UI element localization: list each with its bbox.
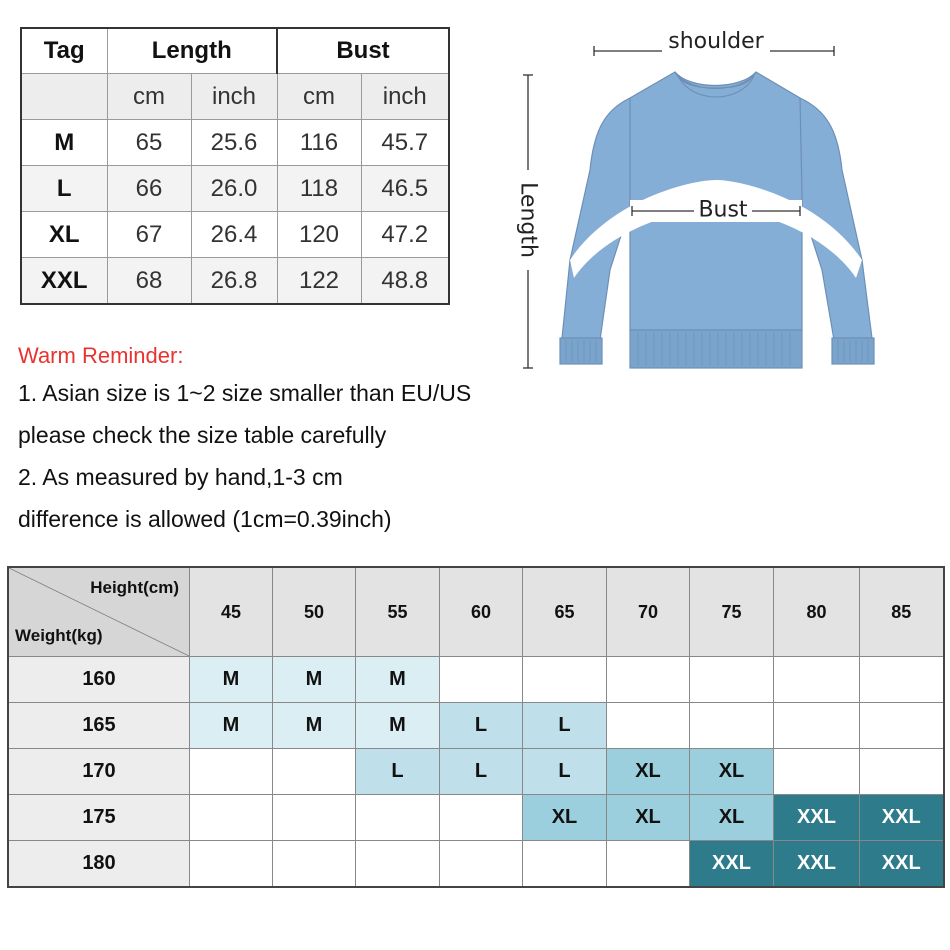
unit-length-inch: inch xyxy=(191,74,277,120)
bust-cm: 120 xyxy=(277,212,361,258)
size-cell: L xyxy=(356,749,440,795)
size-cell: M xyxy=(273,657,356,703)
bust-cm: 122 xyxy=(277,258,361,305)
fit-row xyxy=(8,795,944,841)
column-header: 50 xyxy=(273,567,356,657)
size-cell: XXL xyxy=(860,841,944,888)
shoulder-label: shoulder xyxy=(668,29,764,54)
reminder-line: 1. Asian size is 1~2 size smaller than EU/US xyxy=(18,380,472,406)
size-cell xyxy=(273,749,356,795)
bust-inch: 46.5 xyxy=(361,166,449,212)
size-cell xyxy=(607,703,690,749)
size-row-l xyxy=(21,166,449,212)
length-cm: 67 xyxy=(107,212,191,258)
length-cm: 68 xyxy=(107,258,191,305)
bust-inch: 48.8 xyxy=(361,258,449,305)
unit-length-cm: cm xyxy=(107,74,191,120)
row-label: 160 xyxy=(8,657,190,703)
shoulder-measure xyxy=(594,29,834,56)
row-label: 165 xyxy=(8,703,190,749)
bust-cm: 116 xyxy=(277,120,361,166)
size-cell xyxy=(190,749,273,795)
size-cell: L xyxy=(440,703,523,749)
size-table-unit-row xyxy=(21,74,449,120)
size-cell xyxy=(273,841,356,888)
size-tag: L xyxy=(21,166,107,212)
corner-weight-label: Weight(kg) xyxy=(15,626,103,645)
size-cell xyxy=(190,841,273,888)
size-cell: XL xyxy=(607,749,690,795)
header-bust: Bust xyxy=(277,28,449,74)
size-table xyxy=(20,27,450,305)
warm-reminder xyxy=(18,340,518,540)
fit-row xyxy=(8,657,944,703)
fit-row xyxy=(8,749,944,795)
size-cell xyxy=(440,795,523,841)
length-inch: 26.8 xyxy=(191,258,277,305)
sweater-measurement-diagram xyxy=(510,20,950,380)
length-cm: 65 xyxy=(107,120,191,166)
size-cell xyxy=(440,657,523,703)
length-label: Length xyxy=(515,182,541,258)
size-cell: XL xyxy=(523,795,607,841)
fit-table-corner xyxy=(8,567,190,657)
size-cell: M xyxy=(190,657,273,703)
column-header: 70 xyxy=(607,567,690,657)
size-row-xxl xyxy=(21,258,449,305)
size-row-xl xyxy=(21,212,449,258)
size-cell: M xyxy=(356,703,440,749)
header-length: Length xyxy=(107,28,277,74)
length-inch: 25.6 xyxy=(191,120,277,166)
header-tag: Tag xyxy=(21,28,107,74)
size-cell xyxy=(860,703,944,749)
length-measure xyxy=(516,75,543,368)
size-cell: L xyxy=(440,749,523,795)
size-cell: XXL xyxy=(774,841,860,888)
size-cell xyxy=(690,703,774,749)
column-header: 60 xyxy=(440,567,523,657)
unit-blank xyxy=(21,74,107,120)
size-cell: L xyxy=(523,703,607,749)
size-cell: XL xyxy=(690,795,774,841)
size-cell xyxy=(690,657,774,703)
size-table-header-row xyxy=(21,28,449,74)
size-tag: XL xyxy=(21,212,107,258)
size-cell: M xyxy=(190,703,273,749)
length-inch: 26.4 xyxy=(191,212,277,258)
size-cell xyxy=(860,749,944,795)
row-label: 175 xyxy=(8,795,190,841)
unit-bust-inch: inch xyxy=(361,74,449,120)
size-cell xyxy=(607,657,690,703)
size-row-m xyxy=(21,120,449,166)
size-tag: XXL xyxy=(21,258,107,305)
size-cell xyxy=(860,657,944,703)
column-header: 55 xyxy=(356,567,440,657)
fit-table-header-row xyxy=(8,567,944,657)
row-label: 170 xyxy=(8,749,190,795)
column-header: 85 xyxy=(860,567,944,657)
size-cell xyxy=(607,841,690,888)
reminder-line: difference is allowed (1cm=0.39inch) xyxy=(18,506,392,532)
size-tag: M xyxy=(21,120,107,166)
size-cell xyxy=(774,703,860,749)
size-cell: XXL xyxy=(690,841,774,888)
size-cell xyxy=(356,841,440,888)
size-cell: XL xyxy=(690,749,774,795)
size-cell: M xyxy=(273,703,356,749)
column-header: 65 xyxy=(523,567,607,657)
reminder-line: 2. As measured by hand,1-3 cm xyxy=(18,464,343,490)
size-cell xyxy=(523,657,607,703)
row-label: 180 xyxy=(8,841,190,888)
length-cm: 66 xyxy=(107,166,191,212)
column-header: 75 xyxy=(690,567,774,657)
size-cell xyxy=(190,795,273,841)
size-cell xyxy=(273,795,356,841)
size-cell xyxy=(774,657,860,703)
corner-height-label: Height(cm) xyxy=(90,578,179,597)
size-cell: L xyxy=(523,749,607,795)
size-cell: XXL xyxy=(860,795,944,841)
unit-bust-cm: cm xyxy=(277,74,361,120)
reminder-title: Warm Reminder: xyxy=(18,343,184,368)
column-header: 45 xyxy=(190,567,273,657)
reminder-line: please check the size table carefully xyxy=(18,422,387,448)
bust-label: Bust xyxy=(698,197,748,223)
size-cell: M xyxy=(356,657,440,703)
size-cell: XL xyxy=(607,795,690,841)
size-cell xyxy=(440,841,523,888)
size-cell: XXL xyxy=(774,795,860,841)
size-cell xyxy=(523,841,607,888)
fit-row xyxy=(8,703,944,749)
fit-row xyxy=(8,841,944,888)
length-inch: 26.0 xyxy=(191,166,277,212)
column-header: 80 xyxy=(774,567,860,657)
bust-inch: 47.2 xyxy=(361,212,449,258)
bust-inch: 45.7 xyxy=(361,120,449,166)
size-cell xyxy=(356,795,440,841)
height-weight-fit-table xyxy=(7,566,945,888)
size-cell xyxy=(774,749,860,795)
bust-cm: 118 xyxy=(277,166,361,212)
